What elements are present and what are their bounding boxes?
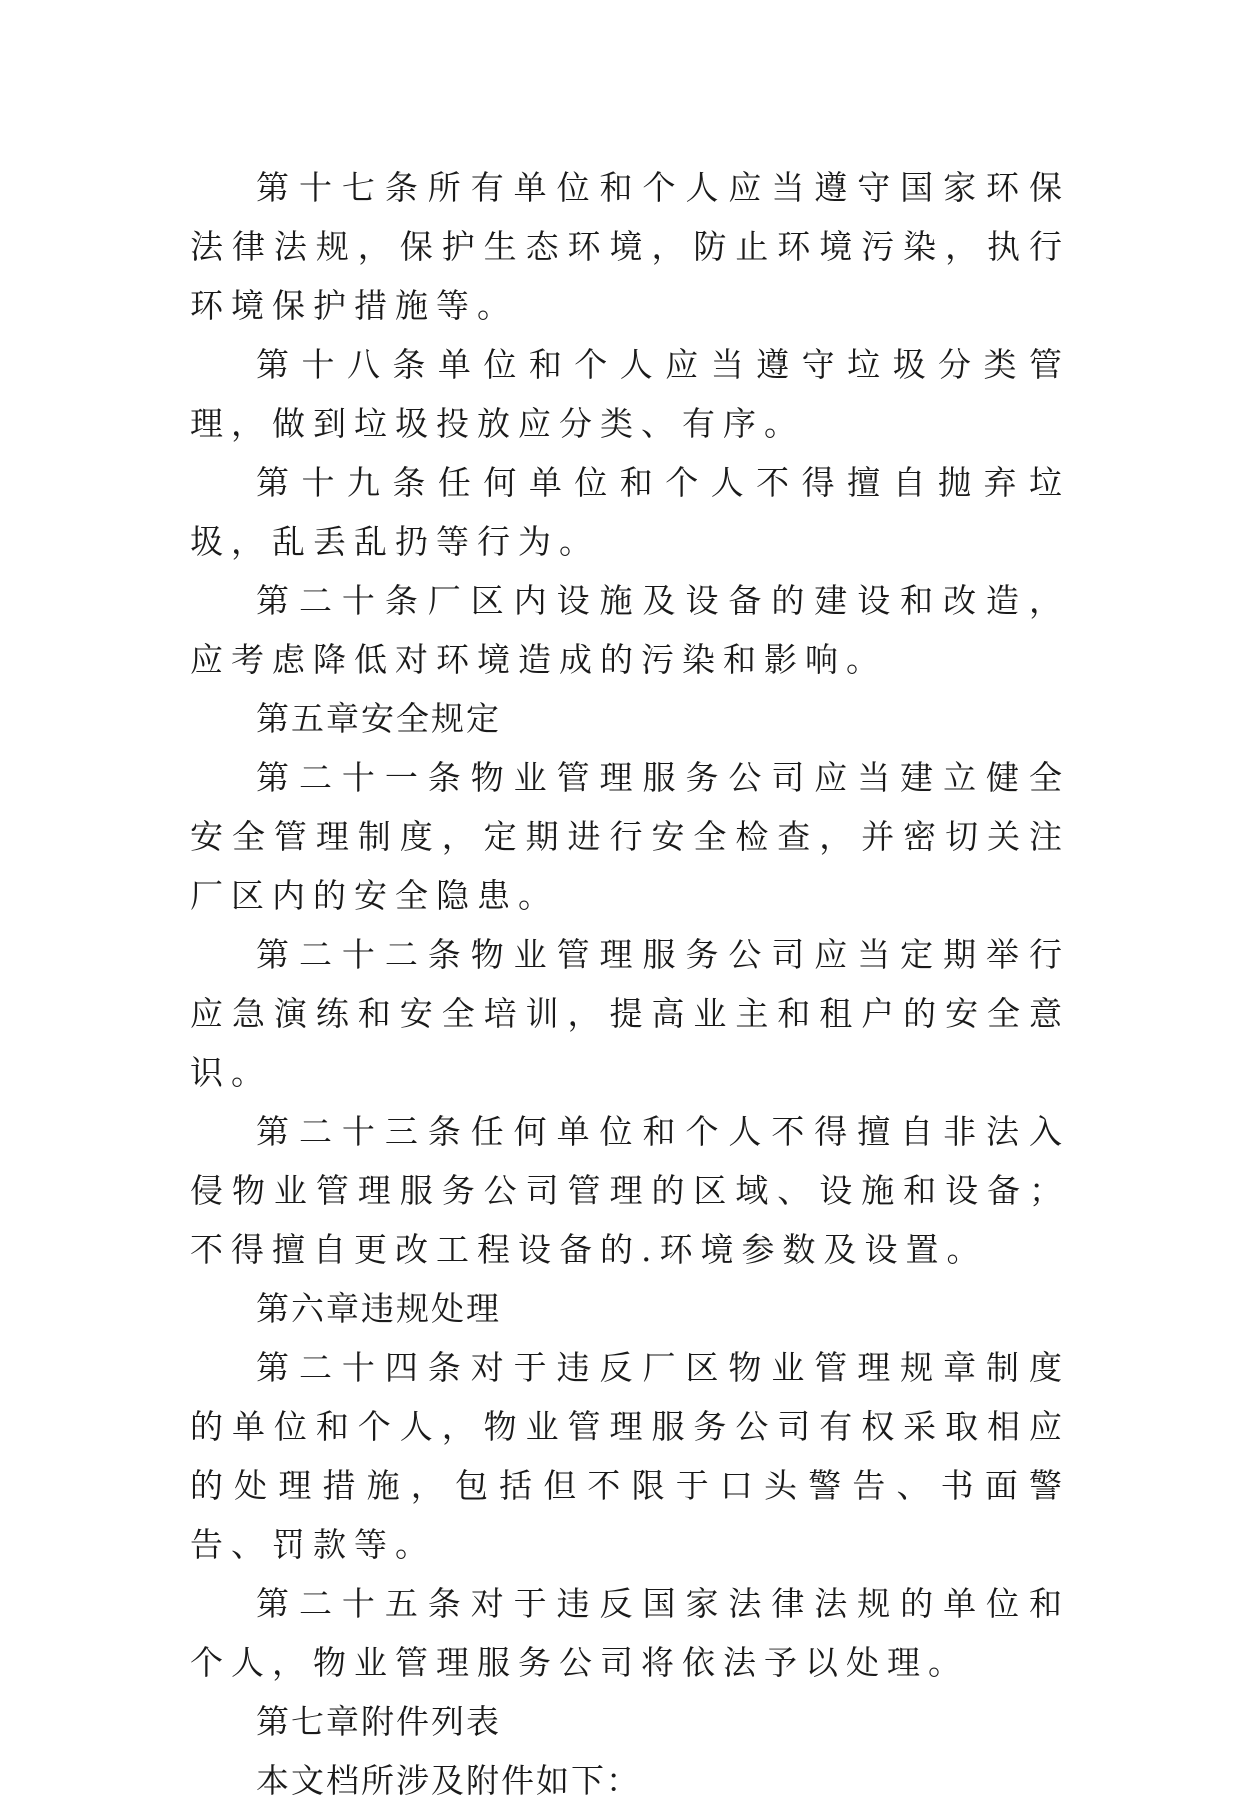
article-25: 第二十五条对于违反国家法律法规的单位和个人，物业管理服务公司将依法予以处理。 [190, 1584, 1070, 1682]
chapter-6-heading: 第六章违规处理 [256, 1289, 501, 1328]
document-body [190, 158, 1070, 1810]
article-19: 第十九条任何单位和个人不得擅自抛弃垃圾，乱丢乱扔等行为。 [190, 463, 1070, 561]
article-22: 第二十二条物业管理服务公司应当定期举行应急演练和安全培训，提高业主和租户的安全意识。 [190, 935, 1070, 1092]
attachment-intro: 本文档所涉及附件如下： [256, 1761, 641, 1800]
chapter-5-heading: 第五章安全规定 [256, 699, 501, 738]
article-17: 第十七条所有单位和个人应当遵守国家环保法律法规，保护生态环境，防止环境污染，执行环境保护措施等。 [190, 168, 1070, 325]
article-24: 第二十四条对于违反厂区物业管理规章制度的单位和个人，物业管理服务公司有权采取相应的处理措施，包括但不限于口头警告、书面警告、罚款等。 [190, 1348, 1070, 1564]
article-20: 第二十条厂区内设施及设备的建设和改造，应考虑降低对环境造成的污染和影响。 [190, 581, 1070, 679]
article-23: 第二十三条任何单位和个人不得擅自非法入侵物业管理服务公司管理的区域、设施和设备；不得擅自更改工程设备的.环境参数及设置。 [190, 1112, 1070, 1269]
article-18: 第十八条单位和个人应当遵守垃圾分类管理，做到垃圾投放应分类、有序。 [190, 345, 1070, 443]
article-21: 第二十一条物业管理服务公司应当建立健全安全管理制度，定期进行安全检查，并密切关注厂区内的安全隐患。 [190, 758, 1070, 915]
chapter-7-heading: 第七章附件列表 [256, 1702, 501, 1741]
